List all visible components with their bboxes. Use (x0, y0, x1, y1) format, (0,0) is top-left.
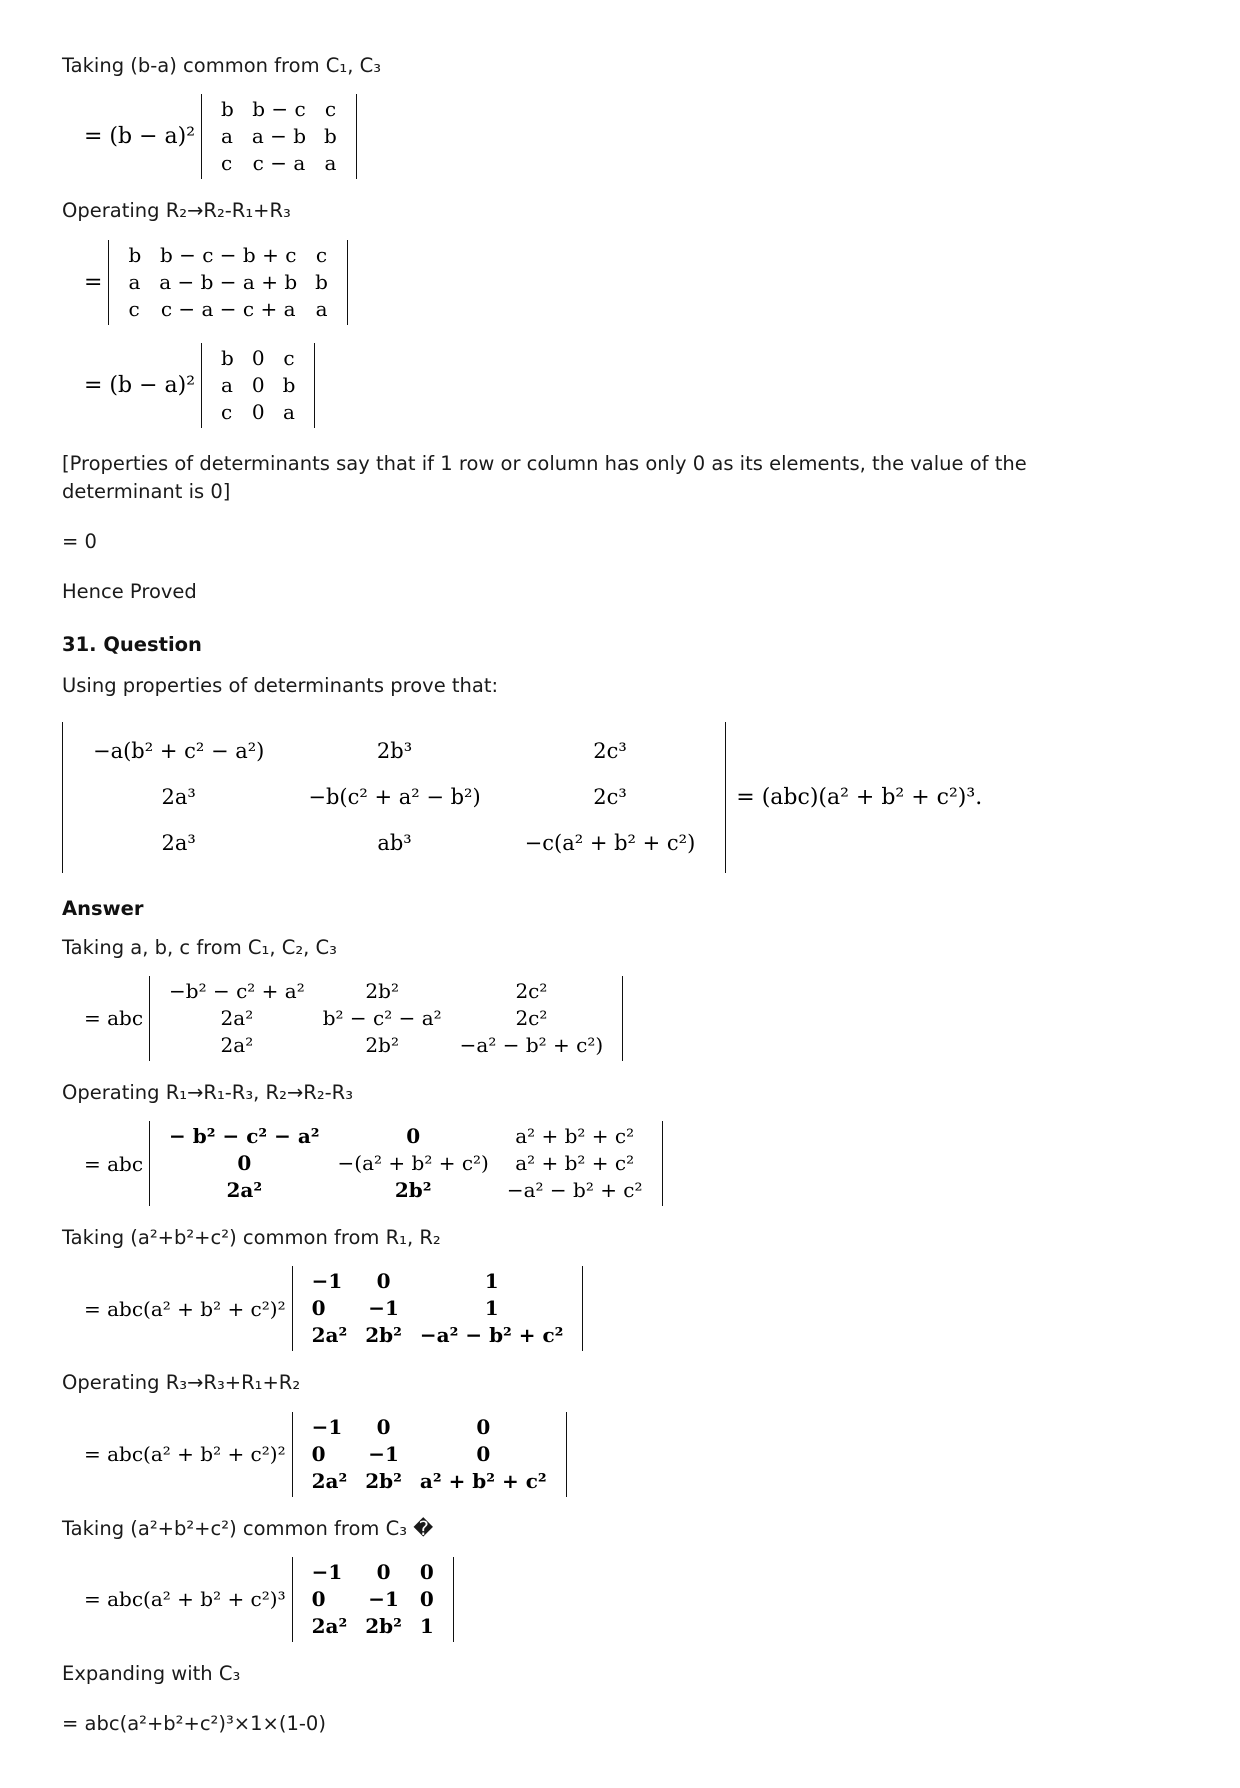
determinant-1-lead: = (b − a)² (84, 124, 196, 150)
determinant-8-lead: = abc(a² + b² + c²)³ (84, 1587, 286, 1612)
line-hence-proved: Hence Proved (62, 580, 197, 604)
determinant-6-lead: = abc(a² + b² + c²)² (84, 1296, 286, 1321)
table-row: a a − b − a + b b (128, 269, 328, 294)
table-row: 2a² b² − c² − a² 2c² (220, 1005, 548, 1030)
determinant-block-6 (84, 1266, 1178, 1351)
determinant-block-8 (84, 1557, 1178, 1642)
determinant-block-2 (84, 240, 1178, 325)
determinant-7-lead: = abc(a² + b² + c²)² (84, 1442, 286, 1467)
table-row: 2a² 2b² −a² − b² + c² (226, 1178, 643, 1203)
table-row: −a(b² + c² − a²) 2b³ 2c³ (93, 738, 627, 763)
line-final-result: = abc(a²+b²+c²)³×1×(1-0) (62, 1712, 326, 1736)
line-equals-zero: = 0 (62, 530, 97, 554)
question-text: Using properties of determinants prove that: (62, 673, 499, 697)
determinant-2-lead: = (84, 269, 103, 295)
table-row: −1 0 0 (311, 1414, 491, 1439)
line-operating-r2: Operating R₂→R₂-R₁+R₃ (62, 199, 291, 223)
question-heading: 31. Question (62, 632, 202, 656)
determinant-5-matrix (149, 1121, 662, 1206)
determinant-4-matrix (149, 976, 623, 1061)
table-row: − b² − c² − a² 0 a² + b² + c² (169, 1124, 635, 1149)
table-row: b b − c − b + c c (128, 242, 328, 267)
determinant-8-matrix (292, 1557, 454, 1642)
line-expanding-c3: Expanding with C₃ (62, 1661, 241, 1685)
table-row: c 0 a (221, 399, 295, 424)
determinant-question-matrix (62, 722, 726, 873)
table-row: 2a³ ab³ −c(a² + b² + c²) (161, 831, 696, 856)
table-row: 2a² 2b² a² + b² + c² (311, 1468, 547, 1493)
table-row: −1 0 0 (311, 1559, 434, 1584)
table-row: 2a² 2b² 1 (311, 1613, 434, 1638)
table-row: −b² − c² + a² 2b² 2c² (169, 978, 548, 1003)
determinant-block-1 (84, 94, 1178, 179)
line-operating-r3: Operating R₃→R₃+R₁+R₂ (62, 1371, 301, 1395)
table-row: 2a³ −b(c² + a² − b²) 2c³ (161, 785, 627, 810)
table-row: −1 0 1 (311, 1269, 499, 1294)
table-row: a a − b b (221, 124, 337, 149)
table-row: c c − a − c + a a (128, 296, 328, 321)
line-taking-ba-common: Taking (b-a) common from C₁, C₃ (62, 54, 382, 77)
determinant-block-3 (84, 343, 1178, 428)
line-taking-common-r1-r2: Taking (a²+b²+c²) common from R₁, R₂ (62, 1226, 441, 1250)
table-row: 2a² 2b² −a² − b² + c² (311, 1323, 564, 1348)
determinant-4-lead: = abc (84, 1006, 144, 1031)
determinant-block-7 (84, 1412, 1178, 1497)
determinant-block-5 (84, 1121, 1178, 1206)
table-row: 0 −1 0 (311, 1441, 491, 1466)
determinant-2-matrix (108, 240, 348, 325)
determinant-block-4 (84, 976, 1178, 1061)
table-row: c c − a a (221, 151, 337, 176)
table-row: 0 −(a² + b² + c²) a² + b² + c² (237, 1151, 635, 1176)
note-properties-of-determinants: [Properties of determinants say that if 1 row or column has only 0 as its elements, the value of the determinant is 0] (62, 451, 1027, 503)
table-row: b b − c c (221, 97, 337, 122)
table-row: a 0 b (221, 372, 296, 397)
line-taking-common-c3: Taking (a²+b²+c²) common from C₃ � (62, 1516, 434, 1540)
line-taking-abc: Taking a, b, c from C₁, C₂, C₃ (62, 935, 337, 959)
table-row: b 0 c (221, 345, 295, 370)
line-operating-r1-r2: Operating R₁→R₁-R₃, R₂→R₂-R₃ (62, 1080, 354, 1104)
determinant-3-matrix (201, 343, 315, 428)
determinant-3-lead: = (b − a)² (84, 372, 196, 398)
determinant-6-matrix (292, 1266, 584, 1351)
determinant-block-question (62, 722, 1178, 873)
determinant-question-rhs: = (abc)(a² + b² + c²)³. (736, 784, 983, 810)
table-row: 0 −1 1 (311, 1296, 499, 1321)
table-row: 0 −1 0 (311, 1586, 434, 1611)
determinant-1-matrix (201, 94, 357, 179)
table-row: 2a² 2b² −a² − b² + c²) (220, 1032, 604, 1057)
determinant-5-lead: = abc (84, 1151, 144, 1176)
answer-heading: Answer (62, 896, 144, 920)
determinant-7-matrix (292, 1412, 567, 1497)
